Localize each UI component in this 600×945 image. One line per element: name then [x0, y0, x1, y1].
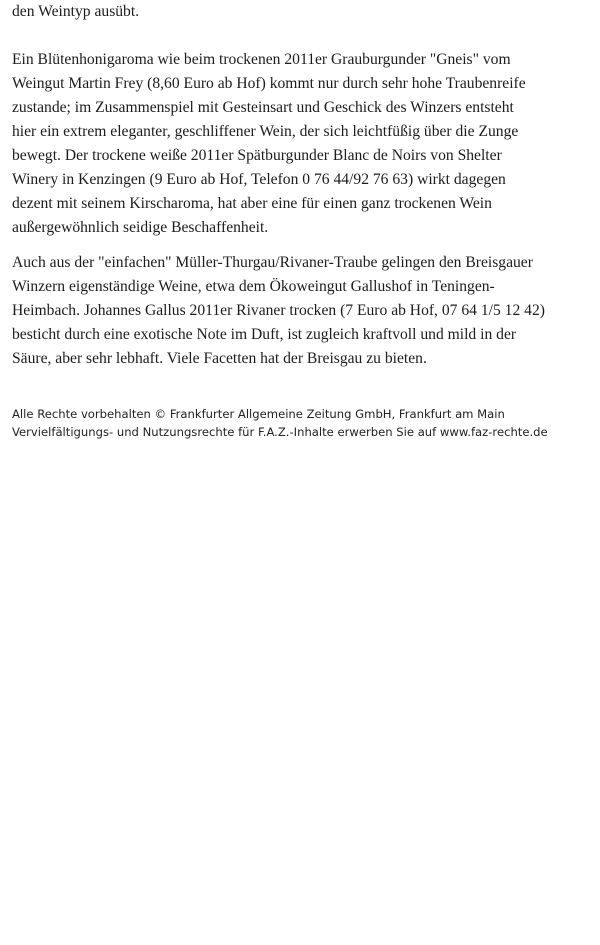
rights-notice: Alle Rechte vorbehalten © Frankfurter Allgemeine Zeitung GmbH, Frankfurt am Main	[12, 407, 505, 421]
text-line: Winery in Kenzingen (9 Euro ab Hof, Telefon 0 76 44/92 76 63) wirkt dagegen	[12, 171, 506, 188]
paragraph-1	[12, 0, 139, 24]
text-line: Heimbach. Johannes Gallus 2011er Rivaner trocken (7 Euro ab Hof, 07 64 1/5 12 42)	[12, 302, 545, 319]
text-line: außergewöhnlich seidige Beschaffenheit.	[12, 219, 269, 236]
text-line: Auch aus der "einfachen" Müller-Thurgau/Rivaner-Traube gelingen den Breisgauer	[12, 254, 533, 271]
copyright-footer	[12, 405, 596, 441]
paragraph-2	[12, 48, 526, 240]
text-line: Ein Blütenhonigaroma wie beim trockenen 2011er Grauburgunder "Gneis" vom	[12, 51, 511, 68]
usage-rights-notice: Vervielfältigungs- und Nutzungsrechte für F.A.Z.-Inhalte erwerben Sie auf www.faz-rechte.de	[12, 425, 548, 439]
text-line: Weingut Martin Frey (8,60 Euro ab Hof) kommt nur durch sehr hohe Traubenreife	[12, 75, 526, 92]
text-line: den Weintyp ausübt.	[12, 3, 140, 20]
text-line: Winzern eigenständige Weine, etwa dem Ökoweingut Gallushof in Teningen-	[12, 278, 495, 295]
text-line: zustande; im Zusammenspiel mit Gesteinsart und Geschick des Winzers entsteht	[12, 99, 514, 116]
paragraph-3	[12, 251, 545, 371]
text-line: dezent mit seinem Kirscharoma, hat aber eine für einen ganz trockenen Wein	[12, 195, 492, 212]
text-line: bewegt. Der trockene weiße 2011er Spätburgunder Blanc de Noirs von Shelter	[12, 147, 502, 164]
text-line: hier ein extrem eleganter, geschliffener Wein, der sich leichtfüßig über die Zunge	[12, 123, 519, 140]
text-line: besticht durch eine exotische Note im Duft, ist zugleich kraftvoll und mild in der	[12, 326, 517, 343]
text-line: Säure, aber sehr lebhaft. Viele Facetten hat der Breisgau zu bieten.	[12, 350, 427, 367]
